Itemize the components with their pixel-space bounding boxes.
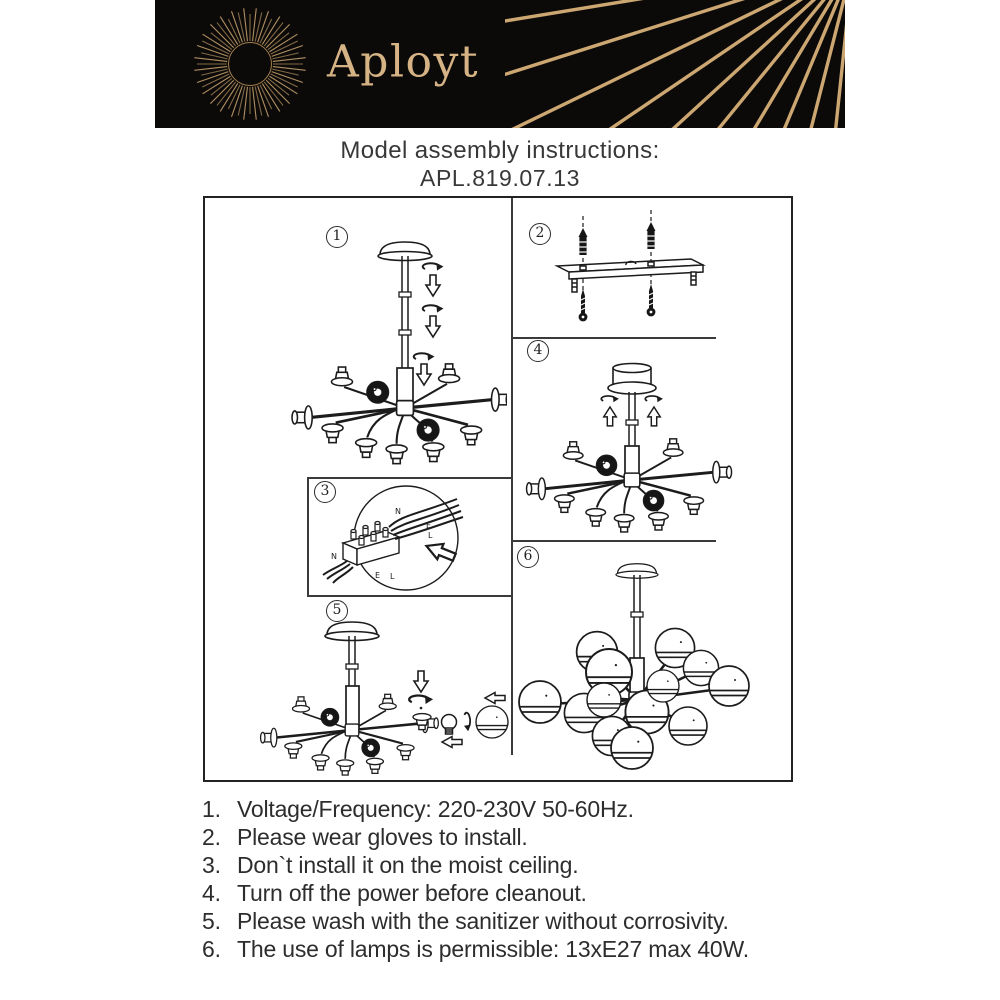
step-6-badge: 6 — [517, 546, 539, 568]
rotate-arrow-icon — [409, 695, 433, 704]
step-5-badge: 5 — [326, 600, 348, 622]
up-arrow-icon — [648, 407, 661, 426]
left-arrow-icon — [442, 737, 462, 748]
wire-label-e: E — [375, 571, 381, 580]
glass-globe-icon — [647, 670, 679, 702]
step-1-badge: 1 — [326, 226, 348, 248]
brand-name: Aployt — [327, 36, 480, 88]
model-number: APL.819.07.13 — [420, 165, 580, 191]
wall-anchor-icon — [579, 228, 588, 255]
item-number: 2. — [202, 824, 221, 850]
item-text: The use of lamps is permissible: 13xE27 max 40W. — [237, 936, 749, 962]
step-3-illustration — [307, 479, 511, 595]
item-number: 4. — [202, 880, 221, 906]
step-1-illustration — [221, 224, 507, 478]
item-text: Turn off the power before cleanout. — [237, 880, 587, 906]
step-4-illustration — [515, 346, 789, 538]
rotate-arrow-icon — [423, 305, 444, 313]
wall-anchor-icon — [647, 222, 656, 249]
down-arrow-icon — [426, 275, 440, 296]
step-2-illustration — [523, 206, 785, 332]
step-2-badge: 2 — [529, 223, 551, 245]
assembly-diagram-box — [203, 196, 793, 782]
list-item — [197, 907, 862, 935]
rotate-arrow-icon — [423, 263, 444, 271]
glass-globe-icon — [476, 706, 508, 738]
list-item — [197, 851, 862, 879]
step-6-illustration — [515, 558, 789, 778]
list-item — [197, 795, 862, 823]
item-number: 1. — [202, 796, 221, 822]
step-3-badge: 3 — [314, 481, 336, 503]
wire-label-n: N — [395, 507, 401, 516]
item-text: Please wash with the sanitizer without corrosivity. — [237, 908, 729, 934]
wire-label-l: L — [390, 572, 395, 581]
rotate-arrow-icon — [601, 396, 619, 402]
wire-label-n: N — [331, 552, 337, 561]
glass-globe-icon — [669, 707, 707, 745]
sunburst-logo-icon — [188, 2, 312, 126]
down-arrow-icon — [414, 671, 428, 692]
bulb-icon — [442, 715, 457, 735]
glass-globe-icon — [709, 666, 749, 706]
step-4-badge: 4 — [527, 340, 549, 362]
item-text: Voltage/Frequency: 220-230V 50-60Hz. — [237, 796, 634, 822]
list-item — [197, 935, 862, 963]
item-text: Don`t install it on the moist ceiling. — [237, 852, 579, 878]
corner-rays-decoration — [505, 0, 845, 128]
glass-globe-icon — [587, 683, 621, 717]
rotate-arrow-icon — [463, 712, 471, 731]
glass-globe-icon — [519, 681, 561, 723]
rotate-arrow-icon — [414, 353, 435, 361]
step4-divider — [511, 540, 716, 542]
item-text: Please wear gloves to install. — [237, 824, 528, 850]
down-arrow-icon — [417, 364, 431, 385]
list-item — [197, 879, 862, 907]
instruction-list — [197, 795, 862, 963]
page-title: Model assembly instructions: — [340, 137, 660, 164]
down-arrow-icon — [426, 316, 440, 337]
list-item — [197, 823, 862, 851]
brand-banner — [155, 0, 845, 128]
left-arrow-icon — [485, 693, 505, 704]
wire-label-l: L — [428, 531, 433, 540]
item-number: 6. — [202, 936, 221, 962]
step-5-illustration — [215, 606, 513, 778]
rotate-arrow-icon — [645, 396, 663, 402]
screw-icon — [647, 284, 656, 316]
wire-label-e: E — [426, 521, 432, 530]
step2-divider — [511, 337, 716, 339]
screw-icon — [579, 289, 588, 321]
item-number: 3. — [202, 852, 221, 878]
glass-globe-icon — [611, 727, 653, 769]
item-number: 5. — [202, 908, 221, 934]
up-arrow-icon — [604, 407, 617, 426]
